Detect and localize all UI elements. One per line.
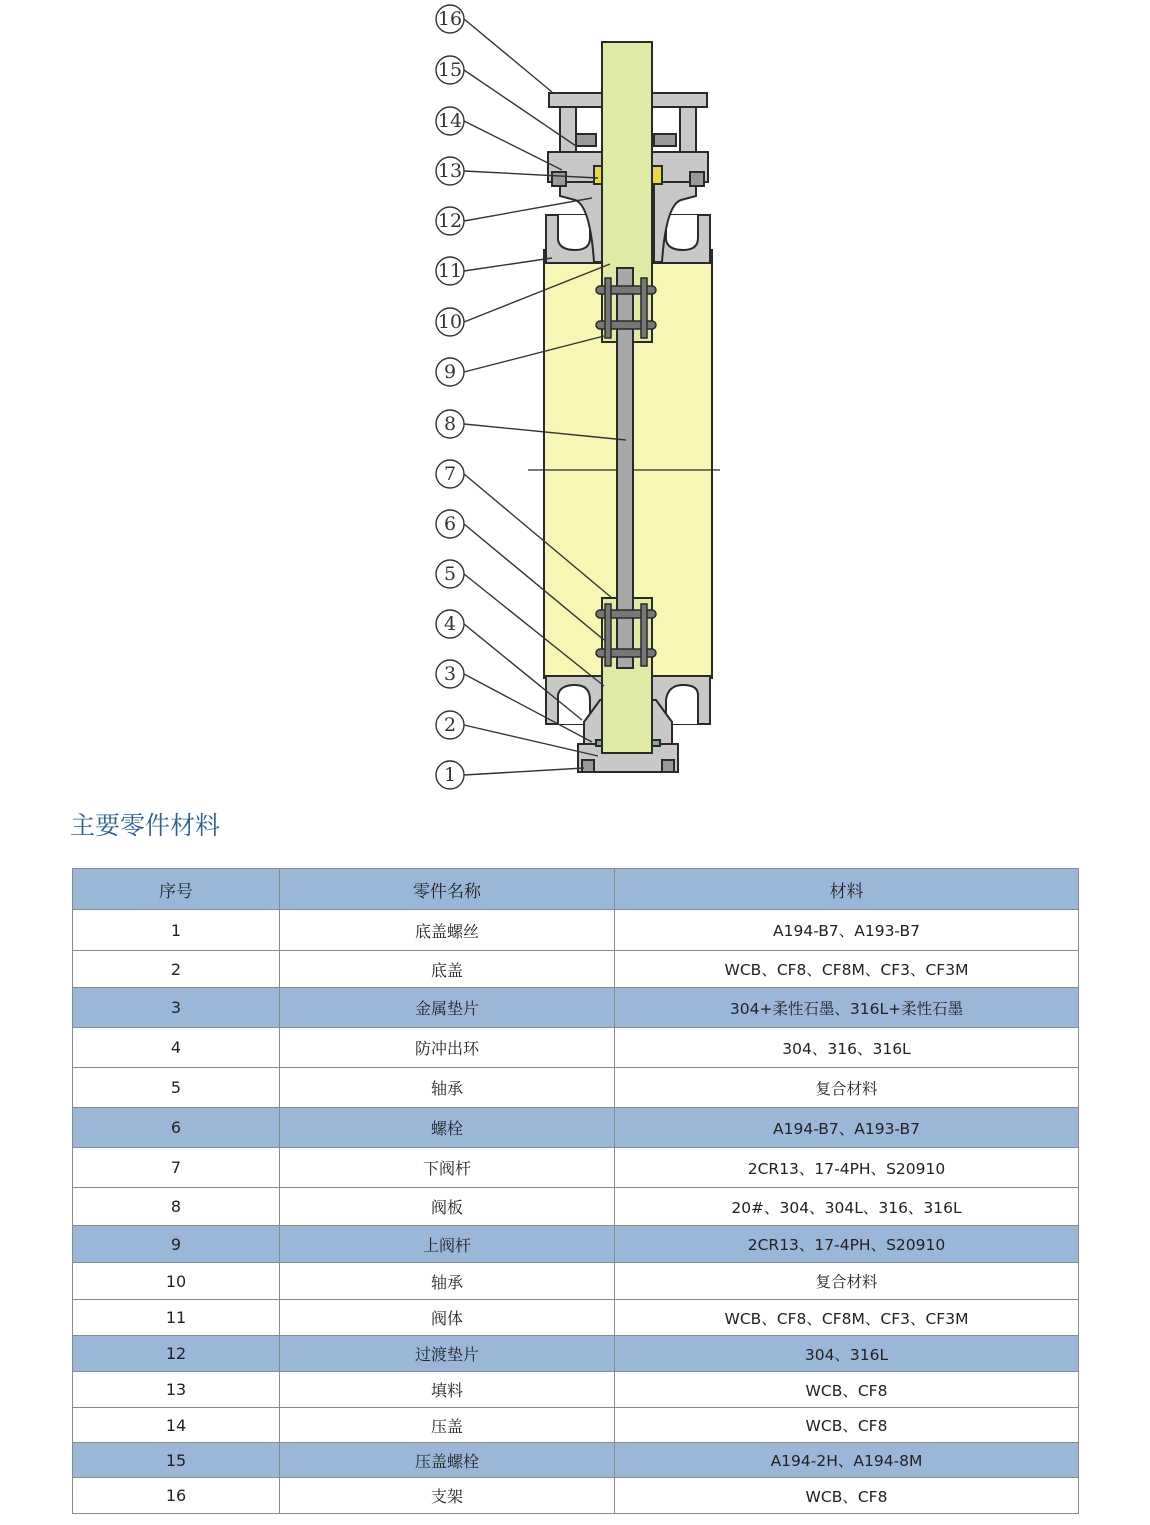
cell-number: 2 [73,951,280,988]
gland-nut-right [654,134,676,146]
cell-material: WCB、CF8、CF8M、CF3、CF3M [615,1300,1079,1336]
callout-number: 2 [443,714,457,736]
callout-leader-line [464,725,598,756]
cell-material: 复合材料 [615,1068,1079,1108]
cell-number: 6 [73,1108,280,1148]
cell-material: A194-2H、A194-8M [615,1443,1079,1478]
cell-number: 7 [73,1148,280,1188]
cell-number: 4 [73,1028,280,1068]
callout-number: 10 [437,311,463,333]
callout-number: 11 [437,260,463,282]
yoke-leg-left [560,107,576,152]
callout-number: 9 [443,361,457,383]
cell-number: 8 [73,1188,280,1226]
cell-number: 9 [73,1226,280,1263]
table-row [73,910,1079,951]
parts-materials-table [72,868,1079,1514]
cell-part-name: 轴承 [280,1068,615,1108]
table-row [73,1478,1079,1514]
cell-number: 15 [73,1443,280,1478]
table-row [73,1148,1079,1188]
cell-number: 1 [73,910,280,951]
callout-leader-line [464,121,562,170]
callout-leader-line [464,258,552,271]
callout-number: 4 [443,613,457,635]
yoke-leg-right [680,107,696,152]
cell-material: WCB、CF8 [615,1372,1079,1408]
cell-material: WCB、CF8 [615,1408,1079,1443]
cell-number: 12 [73,1336,280,1372]
cell-part-name: 下阀杆 [280,1148,615,1188]
table-row [73,988,1079,1028]
table-row [73,1068,1079,1108]
cell-part-name: 压盖 [280,1408,615,1443]
callout-number: 13 [437,160,463,182]
callout-number: 5 [443,563,457,585]
callout-number: 12 [437,210,463,232]
table-row [73,1443,1079,1478]
callout-number: 14 [437,110,463,132]
cell-part-name: 压盖螺栓 [280,1443,615,1478]
cell-part-name: 底盖 [280,951,615,988]
cell-number: 10 [73,1263,280,1300]
callout-leader-line [464,768,584,775]
cell-number: 16 [73,1478,280,1514]
table-header-row [73,869,1079,910]
cell-number: 11 [73,1300,280,1336]
gland-bolt-head-left [552,172,566,186]
header-material: 材料 [615,869,1079,910]
table-row [73,1372,1079,1408]
cell-part-name: 填料 [280,1372,615,1408]
cell-material: 2CR13、17-4PH、S20910 [615,1148,1079,1188]
bottom-cover-bolt-left [582,760,594,772]
callout-number: 16 [437,8,463,30]
cell-material: WCB、CF8 [615,1478,1079,1514]
callout-number: 7 [443,463,457,485]
cell-part-name: 过渡垫片 [280,1336,615,1372]
callout-number: 15 [437,59,463,81]
section-title: 主要零件材料 [70,811,221,840]
cell-part-name: 防冲出环 [280,1028,615,1068]
header-number: 序号 [73,869,280,910]
callout-number: 1 [443,764,457,786]
cell-part-name: 阀体 [280,1300,615,1336]
table-row [73,1336,1079,1372]
table-row [73,1263,1079,1300]
callout-leader-line [464,19,552,92]
cell-material: A194-B7、A193-B7 [615,910,1079,951]
gland-nut-left [574,134,596,146]
cell-material: 2CR13、17-4PH、S20910 [615,1226,1079,1263]
callout-number: 8 [443,413,457,435]
table-row [73,1108,1079,1148]
cell-part-name: 螺栓 [280,1108,615,1148]
cell-part-name: 底盖螺丝 [280,910,615,951]
table-row [73,1188,1079,1226]
cell-number: 5 [73,1068,280,1108]
header-part-name: 零件名称 [280,869,615,910]
cell-material: A194-B7、A193-B7 [615,1108,1079,1148]
table-row [73,1028,1079,1068]
table-row [73,951,1079,988]
cell-part-name: 轴承 [280,1263,615,1300]
cell-material: 304、316、316L [615,1028,1079,1068]
cell-part-name: 上阀杆 [280,1226,615,1263]
gland-bolt-head-right [690,172,704,186]
callout-number: 6 [443,513,457,535]
cell-material: 304+柔性石墨、316L+柔性石墨 [615,988,1079,1028]
table-row [73,1226,1079,1263]
cell-number: 13 [73,1372,280,1408]
callout-number: 3 [443,663,457,685]
table-row [73,1408,1079,1443]
cell-material: 复合材料 [615,1263,1079,1300]
cell-number: 14 [73,1408,280,1443]
cell-material: WCB、CF8、CF8M、CF3、CF3M [615,951,1079,988]
cell-part-name: 支架 [280,1478,615,1514]
cell-material: 304、316L [615,1336,1079,1372]
cell-material: 20#、304、304L、316、316L [615,1188,1079,1226]
cell-part-name: 阀板 [280,1188,615,1226]
bottom-cover-bolt-right [662,760,674,772]
cell-part-name: 金属垫片 [280,988,615,1028]
cell-number: 3 [73,988,280,1028]
table-row [73,1300,1079,1336]
